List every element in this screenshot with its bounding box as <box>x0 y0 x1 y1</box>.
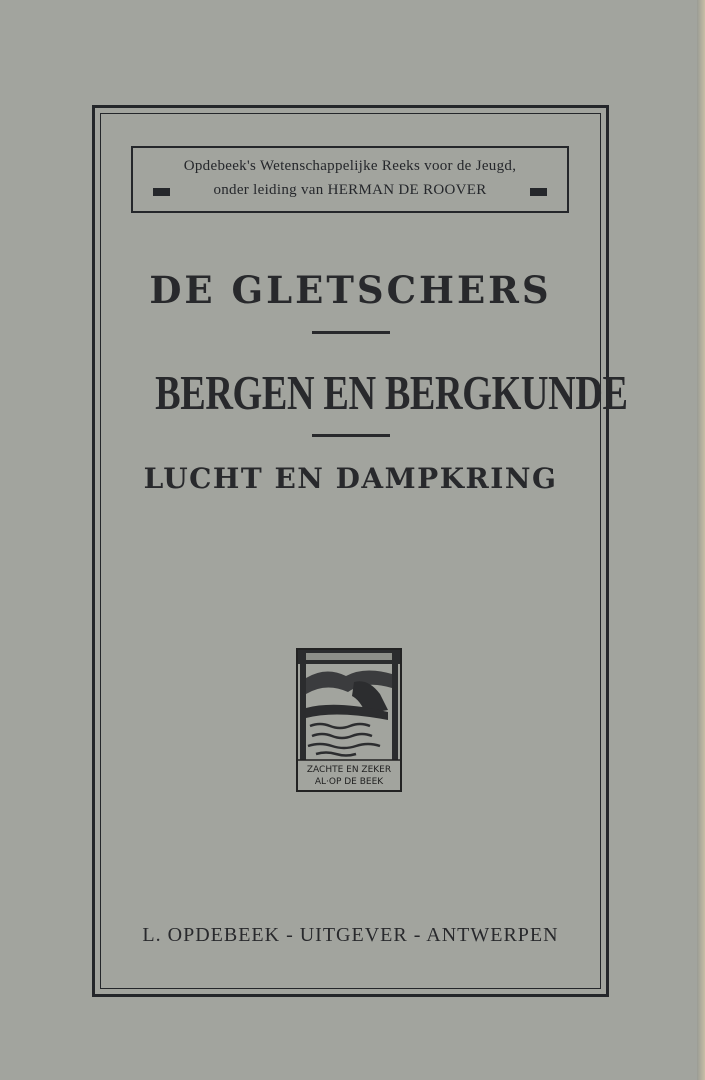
cover-edge <box>697 0 705 1080</box>
series-box <box>131 146 569 213</box>
series-editor: onder leiding van HERMAN DE ROOVER <box>213 182 487 198</box>
title-bergen-en-bergkunde: BERGEN EN BERGKUNDE <box>155 365 628 420</box>
title-divider-2 <box>312 434 390 437</box>
inner-frame <box>100 113 628 989</box>
title-lucht-en-dampkring: LUCHT EN DAMPKRING <box>143 462 558 495</box>
right-ornament-bar <box>530 188 547 196</box>
publisher-imprint: L. OPDEBEEK - UITGEVER - ANTWERPEN <box>142 924 559 946</box>
title-divider-1 <box>312 331 390 334</box>
title-de-gletschers: DE GLETSCHERS <box>149 268 552 312</box>
left-ornament-bar <box>153 188 170 196</box>
emblem-motto-line2: AL·OP DE BEEK <box>314 777 384 787</box>
emblem-motto-line1: ZACHTE EN ZEKER <box>306 765 392 775</box>
series-title: Opdebeek's Wetenschappelijke Reeks voor de Jeugd, <box>183 158 517 174</box>
publisher-emblem <box>296 648 402 792</box>
